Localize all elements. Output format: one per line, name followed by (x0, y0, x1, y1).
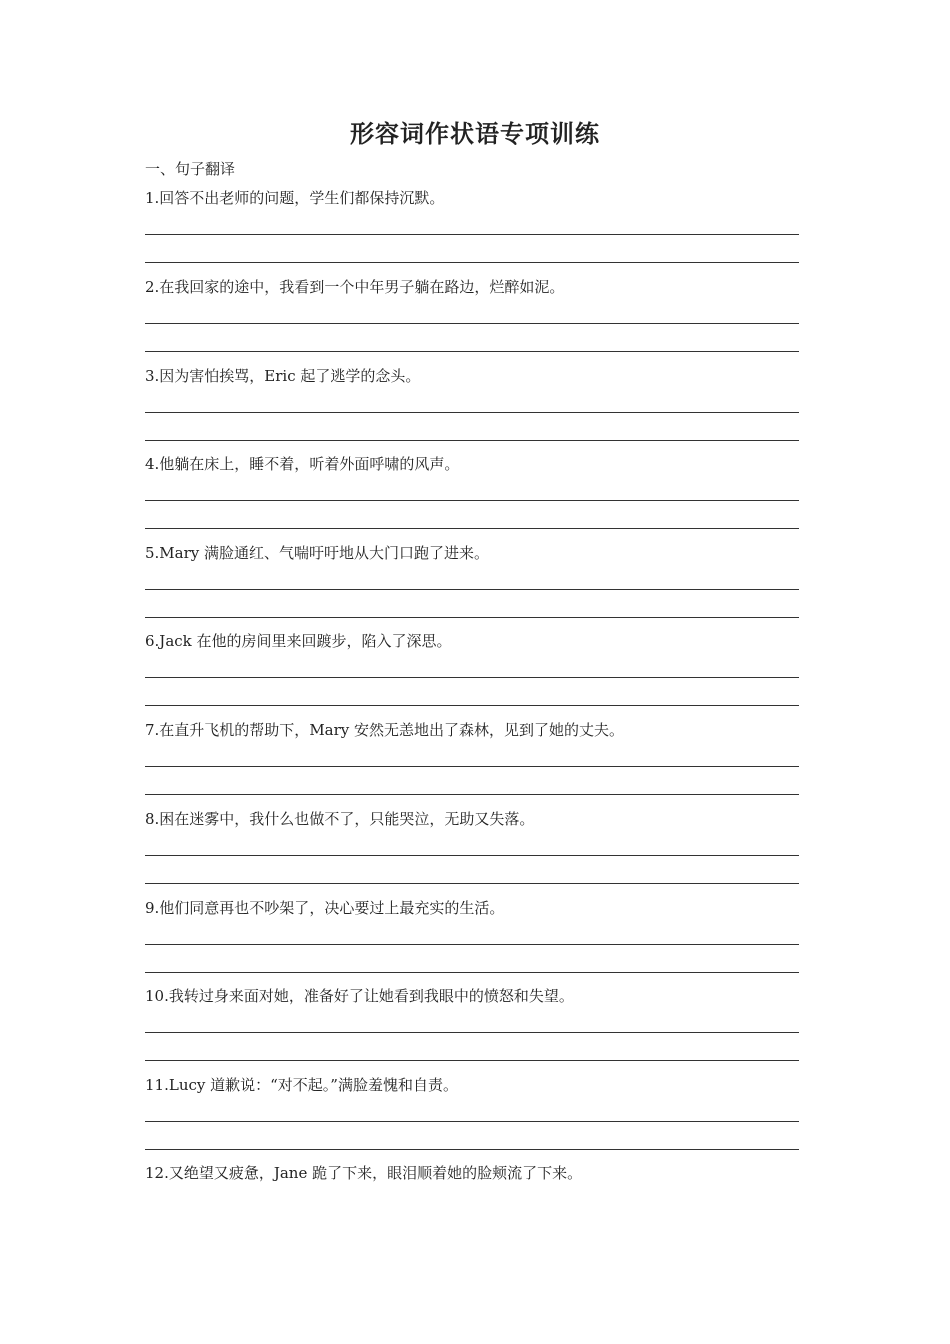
question-block (145, 453, 800, 542)
answer-line[interactable] (145, 855, 799, 856)
answer-line[interactable] (145, 1121, 799, 1122)
question-block (145, 719, 800, 808)
answer-line[interactable] (145, 677, 799, 678)
answer-line[interactable] (145, 794, 799, 795)
question-block (145, 808, 800, 897)
question-block (145, 985, 800, 1074)
answer-line[interactable] (145, 617, 799, 618)
answer-line[interactable] (145, 323, 799, 324)
question-block (145, 365, 800, 454)
question-text: 6.Jack 在他的房间里来回踱步，陷入了深思。 (145, 632, 452, 650)
answer-line[interactable] (145, 589, 799, 590)
answer-line[interactable] (145, 528, 799, 529)
answer-line[interactable] (145, 766, 799, 767)
answer-line[interactable] (145, 440, 799, 441)
answer-line[interactable] (145, 1149, 799, 1150)
answer-line[interactable] (145, 500, 799, 501)
question-block (145, 1162, 800, 1192)
question-block (145, 897, 800, 986)
answer-line[interactable] (145, 351, 799, 352)
answer-line[interactable] (145, 883, 799, 884)
question-block (145, 276, 800, 365)
question-text: 12.又绝望又疲惫，Jane 跪了下来，眼泪顺着她的脸颊流了下来。 (145, 1164, 583, 1182)
question-block (145, 1074, 800, 1163)
question-text: 3.因为害怕挨骂，Eric 起了逃学的念头。 (145, 367, 421, 385)
answer-line[interactable] (145, 412, 799, 413)
section-heading: 一、句子翻译 (145, 160, 236, 178)
answer-line[interactable] (145, 944, 799, 945)
answer-line[interactable] (145, 1060, 799, 1061)
question-text: 1.回答不出老师的问题，学生们都保持沉默。 (145, 189, 445, 207)
question-text: 10.我转过身来面对她，准备好了让她看到我眼中的愤怒和失望。 (145, 987, 574, 1005)
answer-line[interactable] (145, 972, 799, 973)
question-block (145, 542, 800, 631)
answer-line[interactable] (145, 1032, 799, 1033)
question-text: 9.他们同意再也不吵架了，决心要过上最充实的生活。 (145, 899, 505, 917)
answer-line[interactable] (145, 262, 799, 263)
question-block (145, 630, 800, 719)
question-text: 4.他躺在床上，睡不着，听着外面呼啸的风声。 (145, 455, 460, 473)
question-text: 11.Lucy 道歉说：“对不起。”满脸羞愧和自责。 (145, 1076, 458, 1094)
page-title: 形容词作状语专项训练 (350, 119, 600, 148)
question-text: 2.在我回家的途中，我看到一个中年男子躺在路边，烂醉如泥。 (145, 278, 565, 296)
answer-line[interactable] (145, 705, 799, 706)
question-text: 5.Mary 满脸通红、气喘吁吁地从大门口跑了进来。 (145, 544, 490, 562)
answer-line[interactable] (145, 234, 799, 235)
question-text: 7.在直升飞机的帮助下，Mary 安然无恙地出了森林，见到了她的丈夫。 (145, 721, 625, 739)
question-block (145, 187, 800, 276)
question-text: 8.困在迷雾中，我什么也做不了，只能哭泣，无助又失落。 (145, 810, 535, 828)
